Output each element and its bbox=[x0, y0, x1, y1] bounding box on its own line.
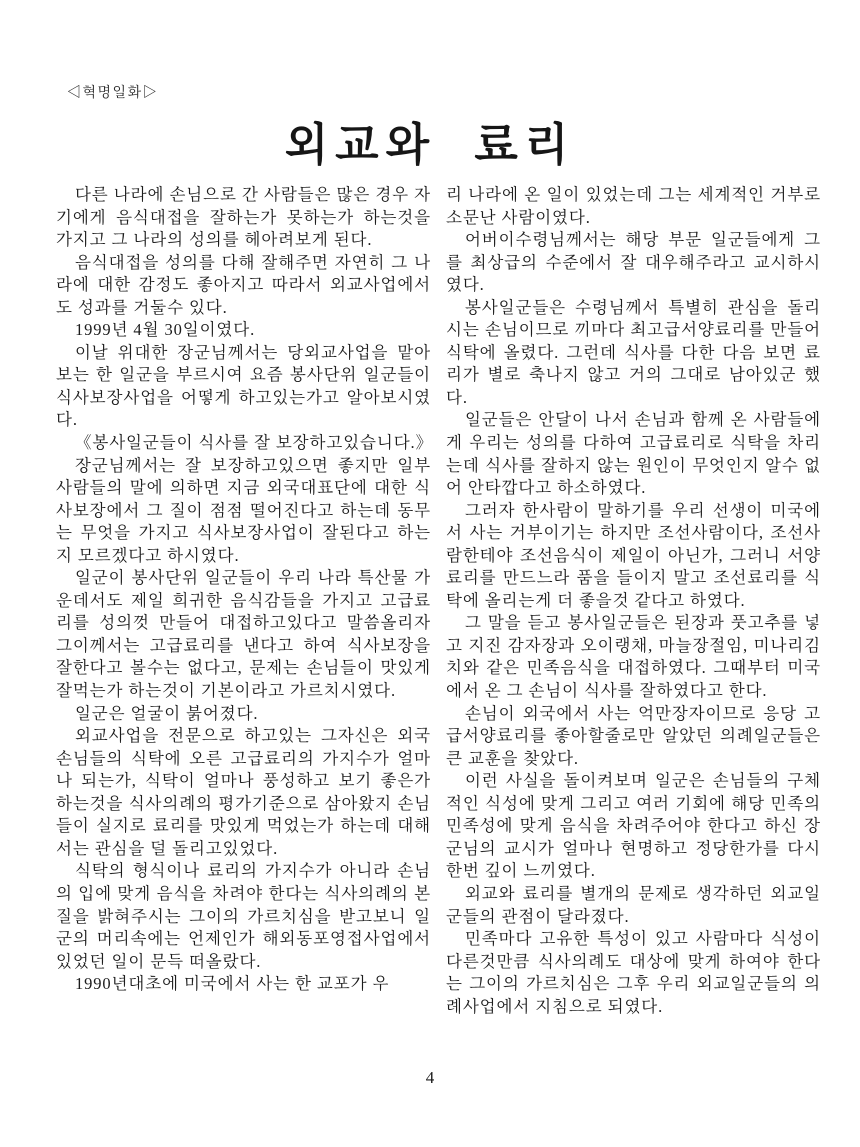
paragraph: 민족마다 고유한 특성이 있고 사람마다 식성이 다른것만큼 식사의례도 대상에 맞게 하여야 한다는 그이의 가르치심은 그후 우리 외교일군들의 의례사업에서 지침으로 되였다. bbox=[446, 929, 821, 1016]
paragraph: 그러자 한사람이 말하기를 우리 선생이 미국에서 사는 거부이기는 하지만 조선사람이다, 조선사람한테야 조선음식이 제일이 아닌가, 그러니 서양료리를 만드느라 품을 들이지 말고 조선료리를 식탁에 올리는게 더 좋을것 같다고 하였다. bbox=[446, 500, 821, 610]
paragraph: 일군이 봉사단위 일군들이 우리 나라 특산물 가운데서도 제일 희귀한 음식감들을 가지고 고급료리를 성의껏 만들어 대접하고있다고 말씀올리자 그이께서는 고급료리를 낸다고 하여 식사보장을 잘한다고 볼수는 없다고, 문제는 손님들이 맛있게 잘먹는가 하는것이 기본이라고 가르치시였다. bbox=[56, 568, 431, 701]
paragraph: 봉사일군들은 수령님께서 특별히 관심을 돌리시는 손님이므로 끼마다 최고급서양료리를 만들어 식탁에 올렸다. 그런데 식사를 다한 다음 보면 료리가 별로 축나지 않고 거의 그대로 남아있군 했다. bbox=[446, 297, 821, 407]
article-body bbox=[56, 184, 822, 1018]
paragraph: 일군은 얼굴이 붉어졌다. bbox=[74, 703, 259, 723]
paragraph: 이날 위대한 장군님께서는 당외교사업을 맡아보는 한 일군을 부르시여 요즘 봉사단위 일군들이 식사보장사업을 어떻게 하고있는가고 알아보시였다. bbox=[56, 342, 431, 430]
right-column bbox=[446, 184, 821, 1018]
paragraph: 장군님께서는 잘 보장하고있으면 좋지만 일부 사람들의 말에 의하면 지금 외국대표단에 대한 식사보장에서 그 질이 점점 떨어진다고 하는데 동무는 무엇을 가지고 식사보장사업이 잘된다고 하는지 모르겠다고 하시였다. bbox=[56, 455, 431, 565]
paragraph: 일군들은 안달이 나서 손님과 함께 온 사람들에게 우리는 성의를 다하여 고급료리로 식탁을 차리는데 식사를 잘하지 않는 원인이 무엇인지 알수 없어 안타깝다고 하소하였다. bbox=[446, 410, 821, 498]
paragraph: 어버이수령님께서는 해당 부문 일군들에게 그를 최상급의 수준에서 잘 대우해주라고 교시하시였다. bbox=[446, 230, 821, 295]
article-title: 외교와 료리 bbox=[284, 120, 576, 170]
paragraph: 손님이 외국에서 사는 억만장자이므로 응당 고급서양료리를 좋아할줄로만 알았던 의례일군들은 큰 교훈을 찾았다. bbox=[446, 703, 821, 768]
paragraph: 식탁의 형식이나 료리의 가지수가 아니라 손님의 입에 맞게 음식을 차려야 한다는 식사의례의 본질을 밝혀주시는 그이의 가르치심을 받고보니 일군의 머리속에는 언제인가 해외동포영접사업에서 있었던 일이 문득 떠올랐다. bbox=[56, 861, 431, 971]
paragraph: 이런 사실을 돌이켜보며 일군은 손님들의 구체적인 식성에 맞게 그리고 여러 기회에 해당 민족의 민족성에 맞게 음식을 차려주어야 한다고 하신 장군님의 교시가 얼마나 현명하고 정당한가를 다시한번 깊이 느끼였다. bbox=[446, 771, 821, 881]
paragraph: 외교사업을 전문으로 하고있는 그자신은 외국손님들의 식탁에 오른 고급료리의 가지수가 얼마나 되는가, 식탁이 얼마나 풍성하고 보기 좋은가 하는것을 식사의례의 평가기준으로 삼아왔지 손님들이 실지로 료리를 맛있게 먹었는가 하는데 대해서는 관심을 덜 돌리고있었다. bbox=[56, 726, 431, 858]
page-number: 4 bbox=[425, 1068, 435, 1087]
paragraph: 1990년대초에 미국에서 사는 한 교포가 우 bbox=[74, 974, 390, 994]
paragraph: 외교와 료리를 별개의 문제로 생각하던 외교일군들의 관점이 달라졌다. bbox=[446, 883, 821, 926]
left-column bbox=[56, 184, 431, 1018]
paragraph: 음식대접을 성의를 다해 잘해주면 자연히 그 나라에 대한 감정도 좋아지고 따라서 외교사업에서도 성과를 거둘수 있다. bbox=[56, 252, 431, 317]
paragraph: 1999년 4월 30일이였다. bbox=[74, 320, 256, 340]
section-kicker: ◁혁명일화▷ bbox=[67, 84, 159, 100]
paragraph: 다른 나라에 손님으로 간 사람들은 많은 경우 자기에게 음식대접을 잘하는가 못하는가 하는것을 가지고 그 나라의 성의를 헤아려보게 된다. bbox=[56, 185, 431, 250]
paragraph-continuation: 리 나라에 온 일이 있었는데 그는 세계적인 거부로 소문난 사람이였다. bbox=[446, 185, 821, 227]
paragraph-quote: 《봉사일군들이 식사를 잘 보장하고있습니다.》 bbox=[74, 433, 433, 453]
paragraph: 그 말을 듣고 봉사일군들은 된장과 풋고추를 넣고 지진 감자장과 오이랭채, 마늘장절임, 미나리김치와 같은 민족음식을 대접하였다. 그때부터 미국에서 온 그 손님이 식사를 잘하였다고 한다. bbox=[446, 613, 821, 701]
